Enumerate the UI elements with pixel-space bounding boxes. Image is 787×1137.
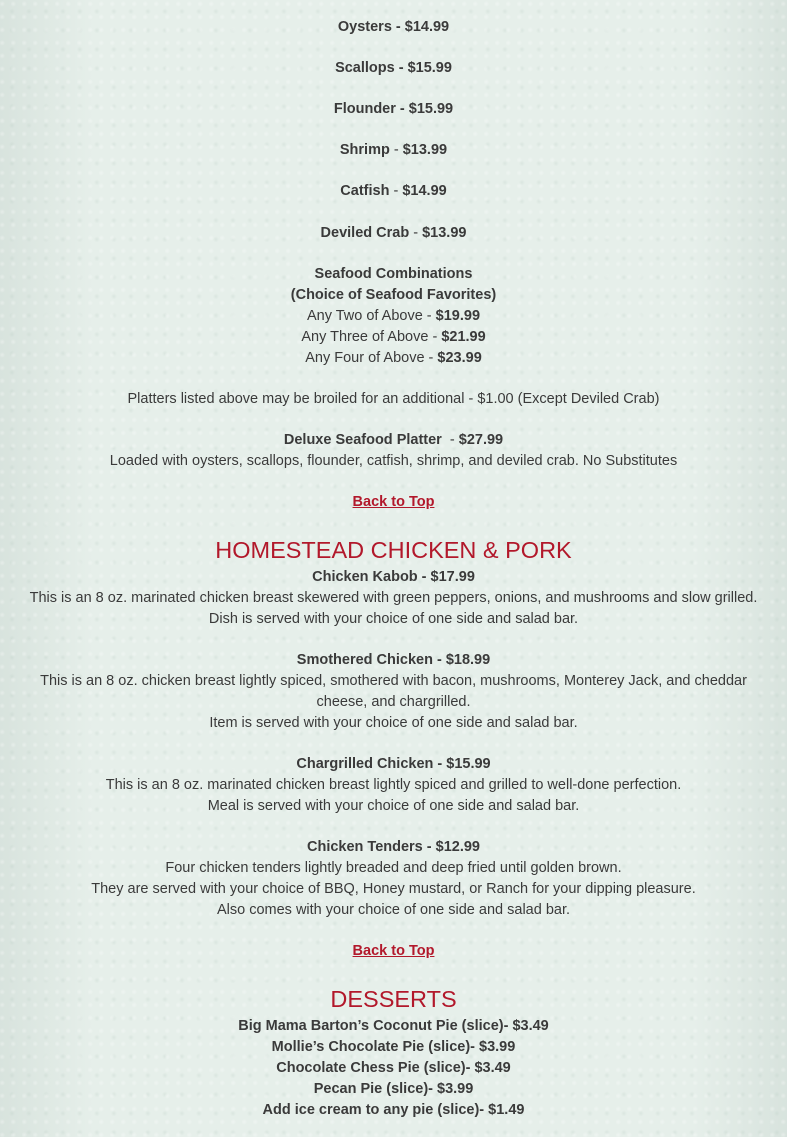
item-title: Chargrilled Chicken - $15.99 <box>296 756 491 772</box>
item-desc: Also comes with your choice of one side and salad bar. <box>216 902 571 918</box>
chicken-item-tenders <box>0 837 787 921</box>
dessert-item: Pecan Pie (slice)- $3.99 <box>313 1081 474 1097</box>
item-desc: This is an 8 oz. marinated chicken breast lightly spiced and grilled to well-done perfection. <box>105 777 682 793</box>
dessert-item: Chocolate Chess Pie (slice)- $3.49 <box>276 1060 511 1076</box>
platter-deviled-crab: Deviled Crab - $13.99 <box>320 225 467 241</box>
back-to-top-2 <box>0 941 787 962</box>
item-title: Smothered Chicken - $18.99 <box>296 652 491 668</box>
item-desc: cheese, and chargrilled. <box>316 694 471 710</box>
item-desc: Four chicken tenders lightly breaded and deep fried until golden brown. <box>165 860 622 876</box>
dessert-item: Mollie’s Chocolate Pie (slice)- $3.99 <box>271 1039 516 1055</box>
platter-catfish: Catfish - $14.99 <box>340 183 447 199</box>
back-to-top-link[interactable]: Back to Top <box>352 943 435 959</box>
item-desc: This is an 8 oz. chicken breast lightly spiced, smothered with bacon, mushrooms, Monterey Jack, and cheddar <box>40 673 747 689</box>
item-title: Chicken Kabob - $17.99 <box>312 569 475 585</box>
item-desc: Dish is served with your choice of one side and salad bar. <box>208 611 579 627</box>
dessert-item: Add ice cream to any pie (slice)- $1.49 <box>262 1102 525 1118</box>
back-to-top-1 <box>0 492 787 513</box>
desserts-list <box>0 1016 787 1121</box>
platter-oysters: Oysters - $14.99 <box>337 19 450 35</box>
deluxe-platter-title: Deluxe Seafood Platter - $27.99 <box>283 432 504 448</box>
deluxe-platter-desc: Loaded with oysters, scallops, flounder, catfish, shrimp, and deviled crab. No Substitutes <box>109 453 678 469</box>
item-title: Chicken Tenders - $12.99 <box>306 839 480 855</box>
combo-option-four: Any Four of Above - $23.99 <box>305 350 482 366</box>
chicken-item-kabob <box>0 567 787 630</box>
combos-title: Seafood Combinations <box>314 266 473 282</box>
chicken-item-smothered <box>0 650 787 734</box>
combo-option-three: Any Three of Above - $21.99 <box>301 329 486 345</box>
item-desc: Meal is served with your choice of one side and salad bar. <box>207 798 580 814</box>
combo-option-two: Any Two of Above - $19.99 <box>306 308 481 324</box>
platter-flounder: Flounder - $15.99 <box>333 101 454 117</box>
dessert-item: Big Mama Barton’s Coconut Pie (slice)- $3.49 <box>238 1018 549 1034</box>
combos-subtitle: (Choice of Seafood Favorites) <box>290 287 497 303</box>
chicken-item-chargrilled <box>0 754 787 817</box>
chicken-section-heading: HOMESTEAD CHICKEN & PORK <box>215 537 572 563</box>
platter-shrimp: Shrimp - $13.99 <box>339 142 448 158</box>
desserts-section-heading: DESSERTS <box>330 986 457 1012</box>
item-desc: Item is served with your choice of one side and salad bar. <box>209 715 578 731</box>
broil-note: Platters listed above may be broiled for an additional - $1.00 (Except Deviled Crab) <box>127 391 660 407</box>
item-desc: This is an 8 oz. marinated chicken breast skewered with green peppers, onions, and mushrooms and slow grilled. <box>29 590 758 606</box>
back-to-top-link[interactable]: Back to Top <box>352 494 435 510</box>
item-desc: They are served with your choice of BBQ, Honey mustard, or Ranch for your dipping pleasure. <box>91 881 696 897</box>
platter-scallops: Scallops - $15.99 <box>335 60 452 76</box>
